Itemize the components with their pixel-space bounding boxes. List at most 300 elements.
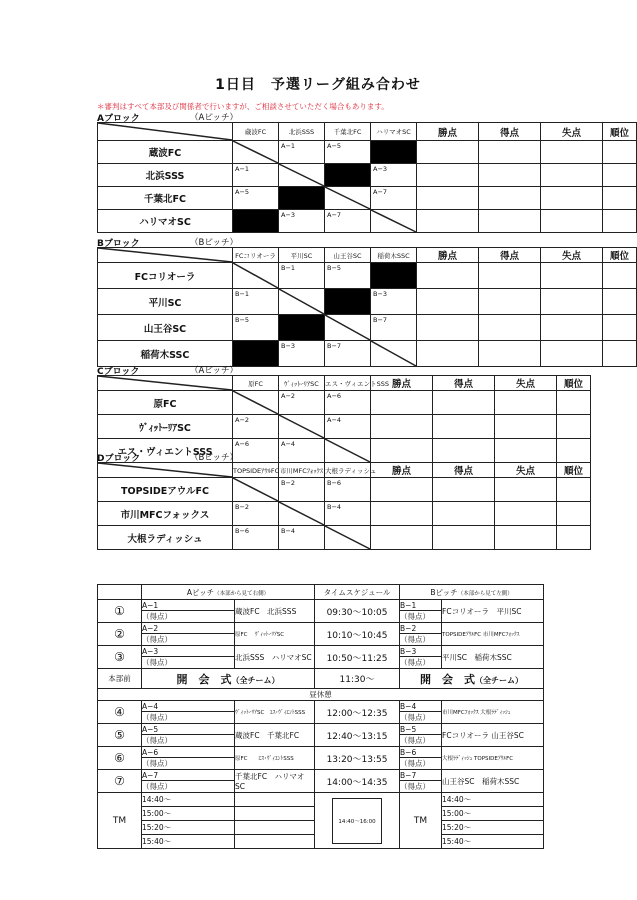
result-cell[interactable]: [479, 289, 541, 315]
match-row: [98, 724, 544, 735]
match-code: A−3: [281, 211, 296, 219]
tm-time-a: 15:20〜: [142, 821, 235, 835]
column-team-header: 北浜SSS: [279, 123, 325, 141]
a-match-code: A−5: [142, 724, 235, 735]
result-cell[interactable]: [541, 341, 603, 367]
result-cell[interactable]: [371, 415, 433, 439]
corner-cell: [98, 248, 233, 263]
match-cell: [279, 439, 325, 463]
tm-label-b: TM: [400, 793, 442, 849]
result-cell[interactable]: [371, 478, 433, 502]
column-team-header: 山王谷SC: [325, 248, 371, 263]
match-code: A−7: [327, 211, 342, 219]
team-row: [98, 315, 637, 341]
team-row: [98, 502, 591, 526]
a-match-code: A−6: [142, 747, 235, 758]
match-code: B−6: [327, 479, 342, 487]
result-cell[interactable]: [495, 478, 557, 502]
tm-time-a: 15:00〜: [142, 807, 235, 821]
match-cell: [325, 502, 371, 526]
result-cell[interactable]: [417, 341, 479, 367]
column-team-header: FCコリオーラ: [233, 248, 279, 263]
match-code: A−6: [235, 440, 250, 448]
match-code: B−2: [235, 503, 250, 511]
column-team-header: 稲荷木SSC: [371, 248, 417, 263]
match-code: A−1: [281, 142, 296, 150]
tm-slot-a[interactable]: [235, 835, 315, 849]
a-match-teams: 原FC ｳﾞｨｯﾄｰﾘｱSC: [235, 623, 315, 646]
column-team-header: ｳﾞｨｯﾄｰﾘｱSC: [279, 376, 325, 391]
row-team-name: 大根ラディッシュ: [98, 526, 233, 550]
result-cell[interactable]: [479, 341, 541, 367]
pitch-label: （Aピッチ）: [190, 113, 238, 123]
match-code: B−3: [373, 290, 388, 298]
match-code: B−7: [373, 316, 388, 324]
column-team-header: ハリマオSC: [371, 123, 417, 141]
tm-time-a: 14:40〜: [142, 793, 235, 807]
pitch-a-header: [142, 585, 315, 600]
a-match-code: A−2: [142, 623, 235, 634]
result-cell[interactable]: [417, 164, 479, 187]
match-cell: [371, 289, 417, 315]
column-team-header: 蔵波FC: [233, 123, 279, 141]
result-cell[interactable]: [479, 164, 541, 187]
b-match-code: B−5: [400, 724, 442, 735]
block-table: [97, 122, 637, 233]
page-title: 1日目 予選リーグ組み合わせ: [215, 77, 421, 93]
match-cell: [371, 315, 417, 341]
blocked-cell: [279, 315, 325, 341]
match-cell: [325, 263, 371, 289]
column-team-header: 大根ラディッシュ: [325, 463, 371, 478]
diagonal-cell: [325, 187, 371, 210]
match-code: B−6: [235, 527, 250, 535]
match-code: B−7: [327, 342, 342, 350]
match-code: A−2: [235, 416, 250, 424]
result-cell[interactable]: [417, 187, 479, 210]
b-match-teams: FCコリオーラ 山王谷SC: [442, 724, 544, 747]
blocked-cell: [325, 289, 371, 315]
match-cell: [325, 478, 371, 502]
tm-slot-a[interactable]: [235, 821, 315, 835]
b-match-code: B−2: [400, 623, 442, 634]
team-row: [98, 164, 637, 187]
match-number: ⑦: [98, 770, 142, 793]
result-cell[interactable]: [495, 391, 557, 415]
result-cell[interactable]: [479, 187, 541, 210]
a-match-teams: 蔵波FC 北浜SSS: [235, 600, 315, 623]
tm-slot-a[interactable]: [235, 807, 315, 821]
team-row: [98, 289, 637, 315]
match-time: 14:00〜14:35: [315, 770, 400, 793]
result-cell[interactable]: [541, 141, 603, 164]
tm-time-a: 15:40〜: [142, 835, 235, 849]
a-score-label: （得点）: [142, 611, 235, 623]
a-score-label: （得点）: [142, 781, 235, 793]
row-team-name: ハリマオSC: [98, 210, 233, 233]
opening-time: 11:30〜: [315, 669, 400, 689]
header-rank: 順位: [557, 463, 591, 478]
result-cell[interactable]: [417, 289, 479, 315]
tm-slot-a[interactable]: [235, 793, 315, 807]
column-team-header: 平川SC: [279, 248, 325, 263]
header-rank: 順位: [603, 123, 637, 141]
empty-cell: [98, 585, 142, 600]
tm-label-a: TM: [98, 793, 142, 849]
result-cell[interactable]: [603, 210, 637, 233]
header-row: [98, 248, 637, 263]
result-cell[interactable]: [603, 164, 637, 187]
tm-time-b: 15:40〜: [442, 835, 544, 849]
team-row: [98, 263, 637, 289]
match-code: B−5: [235, 316, 250, 324]
diagonal-cell: [371, 210, 417, 233]
opening-row: [98, 669, 544, 689]
column-team-header: 市川MFCﾌｫｯｸｽ: [279, 463, 325, 478]
column-team-header: エス・ヴィエントSSS: [325, 376, 371, 391]
result-cell[interactable]: [603, 263, 637, 289]
pitch-label: （Bピッチ）: [190, 238, 238, 248]
b-match-code: B−6: [400, 747, 442, 758]
match-row: [98, 701, 544, 712]
row-team-name: 千葉北FC: [98, 187, 233, 210]
result-cell[interactable]: [557, 526, 591, 550]
match-cell: [279, 141, 325, 164]
corner-cell: [98, 463, 233, 478]
blocked-cell: [371, 141, 417, 164]
opening-title: 開 会 式: [420, 672, 476, 686]
result-cell[interactable]: [557, 439, 591, 463]
schedule-table: [97, 584, 544, 849]
tm-time-b: 15:20〜: [442, 821, 544, 835]
opening-sub: （全チーム）: [475, 675, 524, 685]
corner-cell: [98, 123, 233, 141]
match-code: B−4: [327, 503, 342, 511]
match-cell: [233, 187, 279, 210]
diagonal-cell: [279, 289, 325, 315]
header-rank: 順位: [603, 248, 637, 263]
result-cell[interactable]: [557, 391, 591, 415]
header-goals: 得点: [433, 376, 495, 391]
tm-row: [98, 793, 544, 807]
match-code: B−1: [281, 264, 296, 272]
match-number: ③: [98, 646, 142, 669]
b-match-teams: 大根ﾗﾃﾞｨｯｼｭ TOPSIDEｱｳﾙFC: [442, 747, 544, 770]
opening-title: 開 会 式: [176, 672, 232, 686]
team-row: [98, 141, 637, 164]
header-row: [98, 123, 637, 141]
corner-cell: [98, 376, 233, 391]
match-cell: [279, 526, 325, 550]
match-cell: [325, 391, 371, 415]
opening-sub: （全チーム）: [231, 675, 280, 685]
match-cell: [279, 341, 325, 367]
break-row: [98, 689, 544, 701]
header-wins: 勝点: [417, 248, 479, 263]
match-cell: [279, 391, 325, 415]
row-team-name: 市川MFCフォックス: [98, 502, 233, 526]
match-code: B−4: [281, 527, 296, 535]
match-row: [98, 646, 544, 657]
b-score-label: （得点）: [400, 758, 442, 770]
match-code: A−3: [373, 165, 388, 173]
result-cell[interactable]: [541, 315, 603, 341]
tm-time-b: 14:40〜: [442, 793, 544, 807]
b-match-code: B−1: [400, 600, 442, 611]
block-label: Aブロック: [97, 114, 140, 124]
match-cell: [233, 415, 279, 439]
row-team-name: TOPSIDEアウルFC: [98, 478, 233, 502]
result-cell[interactable]: [495, 439, 557, 463]
row-team-name: エス・ヴィエントSSS: [98, 439, 233, 463]
header-row: [98, 463, 591, 478]
result-cell[interactable]: [603, 341, 637, 367]
match-code: A−5: [235, 188, 250, 196]
team-row: [98, 415, 591, 439]
result-cell[interactable]: [541, 187, 603, 210]
b-score-label: （得点）: [400, 611, 442, 623]
column-team-header: 原FC: [233, 376, 279, 391]
a-score-label: （得点）: [142, 657, 235, 669]
diagonal-cell: [233, 263, 279, 289]
match-code: A−1: [235, 165, 250, 173]
b-score-label: （得点）: [400, 781, 442, 793]
result-cell[interactable]: [371, 526, 433, 550]
match-number: ⑤: [98, 724, 142, 747]
a-match-teams: 千葉北FC ハリマオSC: [235, 770, 315, 793]
result-cell[interactable]: [557, 478, 591, 502]
match-cell: [279, 263, 325, 289]
result-cell[interactable]: [603, 141, 637, 164]
pitch-a-title: Aピッチ: [186, 587, 215, 597]
match-row: [98, 770, 544, 781]
result-cell[interactable]: [433, 526, 495, 550]
a-match-code: A−7: [142, 770, 235, 781]
match-number: ⑥: [98, 747, 142, 770]
result-cell[interactable]: [479, 210, 541, 233]
result-cell[interactable]: [433, 391, 495, 415]
result-cell[interactable]: [371, 391, 433, 415]
match-number: ①: [98, 600, 142, 623]
match-code: A−5: [327, 142, 342, 150]
row-team-name: 平川SC: [98, 289, 233, 315]
b-score-label: （得点）: [400, 634, 442, 646]
pitch-b-note: （本部から見て左側）: [457, 590, 513, 597]
match-time: 12:00〜12:35: [315, 701, 400, 724]
block-label: Cブロック: [97, 367, 140, 377]
result-cell[interactable]: [495, 415, 557, 439]
result-cell[interactable]: [541, 164, 603, 187]
column-team-header: TOPSIDEｱｳﾙFC: [233, 463, 279, 478]
block-label: Dブロック: [97, 454, 141, 464]
column-team-header: 千葉北FC: [325, 123, 371, 141]
result-cell[interactable]: [433, 478, 495, 502]
result-cell[interactable]: [495, 526, 557, 550]
match-row: [98, 747, 544, 758]
team-row: [98, 210, 637, 233]
a-score-label: （得点）: [142, 758, 235, 770]
match-row: [98, 600, 544, 611]
match-cell: [233, 164, 279, 187]
diagonal-cell: [371, 341, 417, 367]
match-cell: [325, 141, 371, 164]
time-header: タイムスケジュール: [315, 585, 400, 600]
team-row: [98, 439, 591, 463]
b-score-label: （得点）: [400, 657, 442, 669]
header-wins: 勝点: [371, 376, 433, 391]
header-goals: 得点: [479, 123, 541, 141]
tm-time-b: 15:00〜: [442, 807, 544, 821]
match-code: B−1: [235, 290, 250, 298]
row-team-name: 蔵波FC: [98, 141, 233, 164]
result-cell[interactable]: [417, 263, 479, 289]
diagonal-cell: [233, 478, 279, 502]
b-match-code: B−4: [400, 701, 442, 712]
row-team-name: ｳﾞｨｯﾄｰﾘｱSC: [98, 415, 233, 439]
match-cell: [279, 478, 325, 502]
referee-note: ＊審判はすべて本部及び関係者で行いますが、ご相談させていただく場合もあります。: [97, 102, 389, 111]
match-time: 10:10〜10:45: [315, 623, 400, 646]
b-score-label: （得点）: [400, 735, 442, 747]
lunch-break: 昼休憩: [98, 689, 544, 701]
diagonal-cell: [325, 439, 371, 463]
row-team-name: 原FC: [98, 391, 233, 415]
block-table: [97, 247, 637, 367]
opening-location: 本部前: [98, 669, 142, 689]
diagonal-cell: [325, 315, 371, 341]
b-match-teams: 山王谷SC 稲荷木SSC: [442, 770, 544, 793]
match-cell: [325, 210, 371, 233]
result-cell[interactable]: [541, 289, 603, 315]
blocked-cell: [279, 187, 325, 210]
pitch-label: （Aピッチ）: [190, 366, 238, 376]
team-row: [98, 341, 637, 367]
header-conceded: 失点: [541, 248, 603, 263]
b-match-code: B−7: [400, 770, 442, 781]
pitch-label: （Bピッチ）: [190, 453, 238, 463]
a-match-teams: ｳﾞｨｯﾄｰﾘｱSC ｴｽ･ｳﾞｨｴﾝﾄSSS: [235, 701, 315, 724]
row-team-name: 稲荷木SSC: [98, 341, 233, 367]
diagonal-cell: [233, 141, 279, 164]
result-cell[interactable]: [479, 315, 541, 341]
result-cell[interactable]: [371, 439, 433, 463]
header-rank: 順位: [557, 376, 591, 391]
a-match-teams: 原FC ｴｽ･ｳﾞｨｴﾝﾄSSS: [235, 747, 315, 770]
result-cell[interactable]: [479, 141, 541, 164]
match-cell: [371, 164, 417, 187]
match-code: B−2: [281, 479, 296, 487]
match-cell: [233, 526, 279, 550]
match-time: 12:40〜13:15: [315, 724, 400, 747]
result-cell[interactable]: [541, 210, 603, 233]
result-cell[interactable]: [371, 502, 433, 526]
match-cell: [233, 502, 279, 526]
team-row: [98, 478, 591, 502]
block-table: [97, 462, 591, 550]
result-cell[interactable]: [541, 263, 603, 289]
b-match-teams: 平川SC 稲荷木SSC: [442, 646, 544, 669]
a-match-teams: 蔵波FC 千葉北FC: [235, 724, 315, 747]
match-cell: [325, 341, 371, 367]
blocked-cell: [233, 210, 279, 233]
match-code: A−4: [281, 440, 296, 448]
a-match-code: A−3: [142, 646, 235, 657]
diagonal-cell: [325, 526, 371, 550]
tm-center-time: [315, 793, 400, 849]
opening-ceremony-a: [142, 669, 315, 689]
pitch-a-note: （本部から見て右側）: [214, 590, 270, 597]
blocked-cell: [233, 341, 279, 367]
result-cell[interactable]: [417, 141, 479, 164]
result-cell[interactable]: [479, 263, 541, 289]
schedule-header: [98, 585, 544, 600]
result-cell[interactable]: [433, 502, 495, 526]
result-cell[interactable]: [557, 502, 591, 526]
header-row: [98, 376, 591, 391]
pitch-b-title: Bピッチ: [430, 587, 458, 597]
blocked-cell: [325, 164, 371, 187]
result-cell[interactable]: [495, 502, 557, 526]
b-score-label: （得点）: [400, 712, 442, 724]
a-score-label: （得点）: [142, 712, 235, 724]
opening-ceremony-b: [400, 669, 544, 689]
a-score-label: （得点）: [142, 735, 235, 747]
match-cell: [325, 415, 371, 439]
match-time: 13:20〜13:55: [315, 747, 400, 770]
a-match-code: A−4: [142, 701, 235, 712]
match-cell: [233, 289, 279, 315]
result-cell[interactable]: [603, 289, 637, 315]
header-goals: 得点: [433, 463, 495, 478]
match-code: A−2: [281, 392, 296, 400]
result-cell[interactable]: [557, 415, 591, 439]
a-score-label: （得点）: [142, 634, 235, 646]
diagonal-cell: [279, 415, 325, 439]
team-row: [98, 187, 637, 210]
result-cell[interactable]: [433, 439, 495, 463]
pitch-b-header: [400, 585, 544, 600]
result-cell[interactable]: [417, 210, 479, 233]
match-number: ④: [98, 701, 142, 724]
b-match-code: B−3: [400, 646, 442, 657]
match-cell: [233, 439, 279, 463]
diagonal-cell: [279, 164, 325, 187]
result-cell[interactable]: [417, 315, 479, 341]
header-conceded: 失点: [541, 123, 603, 141]
header-wins: 勝点: [417, 123, 479, 141]
match-code: B−3: [281, 342, 296, 350]
tm-center-box: 14:40〜16:00: [332, 798, 382, 844]
diagonal-cell: [233, 391, 279, 415]
result-cell[interactable]: [603, 315, 637, 341]
match-code: B−5: [327, 264, 342, 272]
row-team-name: 北浜SSS: [98, 164, 233, 187]
blocked-cell: [371, 263, 417, 289]
result-cell[interactable]: [433, 415, 495, 439]
b-match-teams: 市川MFCﾌｫｯｸｽ 大根ﾗﾃﾞｨｯｼｭ: [442, 701, 544, 724]
a-match-code: A−1: [142, 600, 235, 611]
a-match-teams: 北浜SSS ハリマオSC: [235, 646, 315, 669]
team-row: [98, 391, 591, 415]
match-cell: [279, 210, 325, 233]
match-row: [98, 623, 544, 634]
header-conceded: 失点: [495, 376, 557, 391]
match-code: A−4: [327, 416, 342, 424]
header-wins: 勝点: [371, 463, 433, 478]
block-table: [97, 375, 591, 463]
result-cell[interactable]: [603, 187, 637, 210]
b-match-teams: FCコリオーラ 平川SC: [442, 600, 544, 623]
